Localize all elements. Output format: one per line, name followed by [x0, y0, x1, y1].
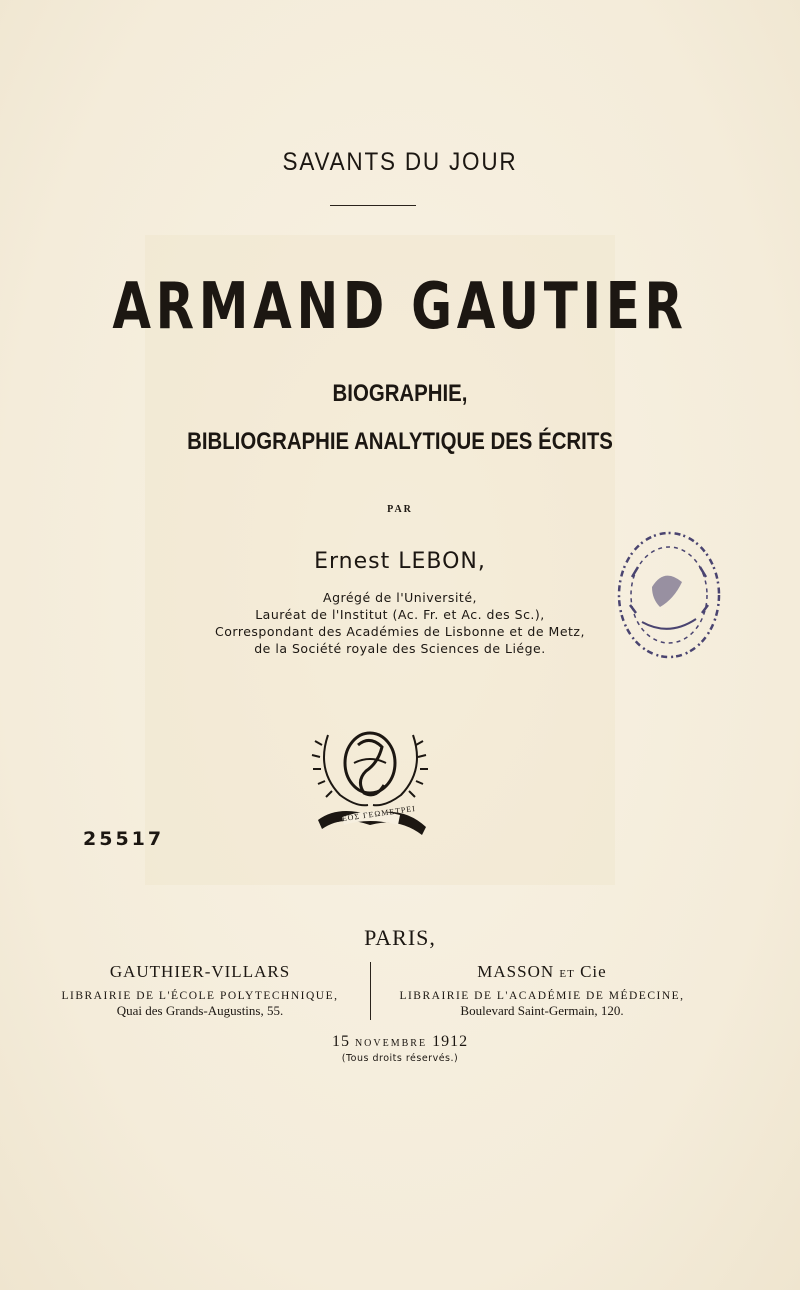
- book-title: ARMAND GAUTIER: [112, 270, 688, 344]
- date-year: 1912: [432, 1033, 469, 1050]
- date-month: NOVEMBRE: [354, 1038, 428, 1049]
- date-day: 15: [331, 1033, 350, 1050]
- library-oval-stamp-icon: [612, 527, 727, 665]
- author-credential: de la Société royale des Sciences de Liége.: [254, 641, 546, 656]
- emblem-ribbon-text: ΟΘΕΟΣ ΓΕΩΜΕΤΡΕΙ: [327, 803, 417, 826]
- publisher-name-suffix: Cie: [580, 962, 607, 981]
- author-credential: Agrégé de l'Université,: [323, 590, 477, 605]
- publisher-divider: [370, 962, 371, 1020]
- publisher-left: [30, 962, 370, 1019]
- publisher-name: GAUTHIER-VILLARS: [109, 962, 291, 981]
- subtitle-line-1: BIOGRAPHIE,: [332, 380, 468, 407]
- publisher-name-connector: ET: [559, 968, 575, 980]
- title-rule: [330, 205, 416, 206]
- rights-notice: (Tous droits réservés.): [341, 1053, 459, 1064]
- series-title: SAVANTS DU JOUR: [282, 148, 518, 176]
- author-credential: Correspondant des Académies de Lisbonne et de Metz,: [215, 624, 585, 639]
- publisher-name: [372, 962, 712, 982]
- by-line: PAR: [387, 504, 413, 515]
- publication-date: [0, 1033, 800, 1051]
- publisher-house: LIBRAIRIE DE L'ÉCOLE POLYTECHNIQUE,: [61, 990, 339, 1002]
- imprint-city: PARIS,: [364, 925, 436, 950]
- subtitle-line-2: BIBLIOGRAPHIE ANALYTIQUE DES ÉCRITS: [187, 428, 613, 455]
- publisher-house: LIBRAIRIE DE L'ACADÉMIE DE MÉDECINE,: [399, 990, 685, 1002]
- author-credential: Lauréat de l'Institut (Ac. Fr. et Ac. des Sc.),: [255, 607, 545, 622]
- author-name: Ernest LEBON,: [314, 549, 486, 574]
- publisher-monogram-emblem-icon: [308, 715, 433, 845]
- publisher-address: Boulevard Saint-Germain, 120.: [460, 1003, 624, 1018]
- shelfmark-number: 25517: [83, 828, 165, 850]
- publisher-right: [372, 962, 712, 1019]
- publisher-name-main: MASSON: [477, 962, 555, 981]
- publisher-address: Quai des Grands-Augustins, 55.: [116, 1003, 284, 1018]
